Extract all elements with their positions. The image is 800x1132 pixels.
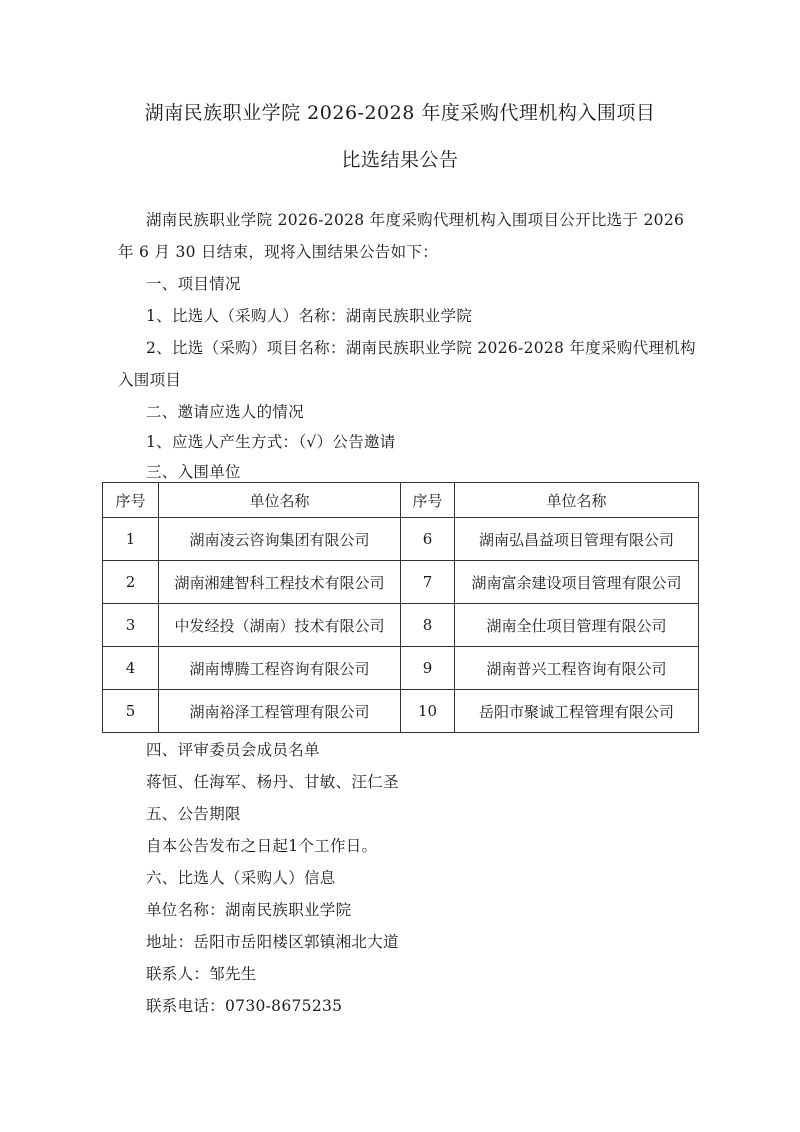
table-cell-unit: 湖南普兴工程咨询有限公司 — [455, 647, 699, 690]
table-cell-unit: 湖南全仕项目管理有限公司 — [455, 604, 699, 647]
purchaser-contact: 联系人：邹先生 — [146, 965, 257, 983]
table-cell-unit: 岳阳市聚诚工程管理有限公司 — [455, 690, 699, 733]
table-cell-index: 6 — [401, 518, 455, 561]
section5-heading: 五、公告期限 — [146, 805, 241, 823]
table-cell-unit: 湖南裕泽工程管理有限公司 — [159, 690, 401, 733]
table-cell-unit: 湖南博腾工程咨询有限公司 — [159, 647, 401, 690]
section1-heading: 一、项目情况 — [146, 275, 241, 293]
section4-heading: 四、评审委员会成员名单 — [146, 741, 320, 759]
purchaser-address: 地址：岳阳市岳阳楼区郭镇湘北大道 — [146, 933, 399, 951]
table-cell-index: 3 — [103, 604, 159, 647]
table-header-row — [103, 483, 699, 518]
table-cell-unit: 湖南凌云咨询集团有限公司 — [159, 518, 401, 561]
purchaser-unit-name: 单位名称：湖南民族职业学院 — [146, 901, 352, 919]
purchaser-phone: 联系电话：0730-8675235 — [146, 997, 343, 1015]
section1-item2-line2: 入围项目 — [118, 371, 182, 389]
table-cell-index: 9 — [401, 647, 455, 690]
section6-heading: 六、比选人（采购人）信息 — [146, 869, 336, 887]
document-title-line2: 比选结果公告 — [341, 149, 459, 171]
table-cell-index: 7 — [401, 561, 455, 604]
table-cell-index: 4 — [103, 647, 159, 690]
intro-line1: 湖南民族职业学院 2026-2028 年度采购代理机构入围项目公开比选于 2026 — [146, 211, 685, 229]
table-cell-index: 10 — [401, 690, 455, 733]
table-cell-unit: 湖南湘建智科工程技术有限公司 — [159, 561, 401, 604]
table-cell-unit: 湖南弘昌益项目管理有限公司 — [455, 518, 699, 561]
table-row — [103, 690, 699, 733]
section2-heading: 二、邀请应选人的情况 — [146, 403, 305, 421]
announcement-period: 自本公告发布之日起1个工作日。 — [146, 837, 378, 855]
table-cell-index: 8 — [401, 604, 455, 647]
committee-members: 蒋恒、任海军、杨丹、甘敏、汪仁圣 — [146, 773, 399, 791]
table-header-cell: 单位名称 — [455, 483, 699, 518]
table-row — [103, 518, 699, 561]
table-cell-unit: 中发经投（湖南）技术有限公司 — [159, 604, 401, 647]
table-cell-index: 2 — [103, 561, 159, 604]
table-header-cell: 序号 — [401, 483, 455, 518]
table-header-cell: 序号 — [103, 483, 159, 518]
shortlisted-units-table — [102, 482, 699, 733]
section1-item1: 1、比选人（采购人）名称：湖南民族职业学院 — [146, 307, 473, 325]
document-title-line1: 湖南民族职业学院 2026-2028 年度采购代理机构入围项目 — [144, 102, 656, 124]
table-row — [103, 604, 699, 647]
section2-item1: 1、应选人产生方式：（√）公告邀请 — [146, 433, 396, 451]
table-cell-index: 5 — [103, 690, 159, 733]
table-header-cell: 单位名称 — [159, 483, 401, 518]
intro-line2: 年 6 月 30 日结束，现将入围结果公告如下： — [118, 243, 438, 261]
table-cell-index: 1 — [103, 518, 159, 561]
section3-heading: 三、入围单位 — [146, 463, 241, 481]
section1-item2-line1: 2、比选（采购）项目名称：湖南民族职业学院 2026-2028 年度采购代理机构 — [146, 339, 696, 357]
table-row — [103, 561, 699, 604]
table-cell-unit: 湖南富余建设项目管理有限公司 — [455, 561, 699, 604]
table-row — [103, 647, 699, 690]
